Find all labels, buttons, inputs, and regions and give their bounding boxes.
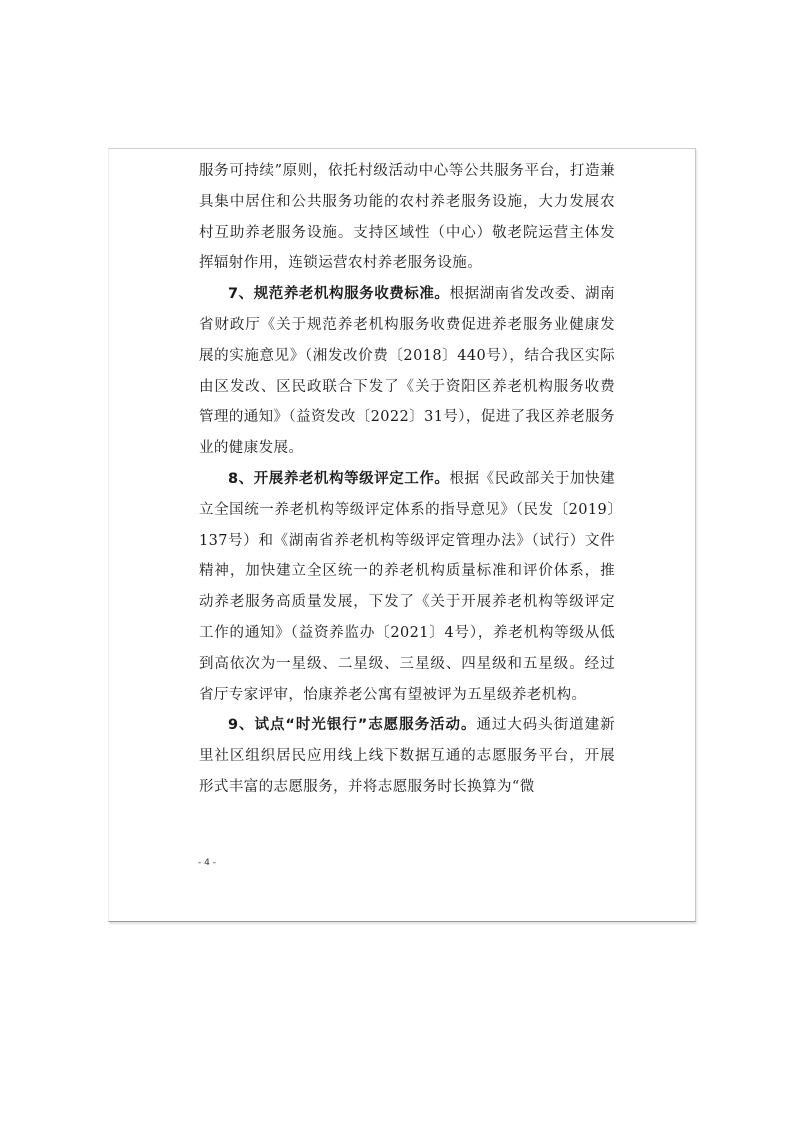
page-number: - 4 - [198,858,216,868]
paragraph-item-8 [199,464,615,710]
paragraph-continued [199,156,615,279]
paragraph-item-8-text: 根据《民政部关于加快建立全国统一养老机构等级评定体系的指导意见》（民发〔2019〕137号）和《湖南省养老机构等级评定管理办法》（试行）文件精神，加快建立全区统一的养老机构质量标准和评价体系，推动养老服务高质量发展，下发了《关于开展养老机构等级评定工作的通知》（益资养监办〔2021〕4号），养老机构等级从低到高依次为一星级、二星级、三星级、四星级和五星级。经过省厅专家评审，怡康养老公寓有望被评为五星级养老机构。 [199,470,615,703]
paragraph-item-7-text: 根据湖南省发改委、湖南省财政厅《关于规范养老机构服务收费促进养老服务业健康发展的实施意见》（湘发改价费〔2018〕440号），结合我区实际由区发改、区民政联合下发了《关于资阳区养老机构服务收费管理的通知》（益资发改〔2022〕31号），促进了我区养老服务业的健康发展。 [199,286,615,457]
paragraph-item-7 [199,279,615,464]
document-body [199,156,615,803]
heading-item-7: 7、规范养老机构服务收费标准。 [228,286,450,303]
paragraph-item-9 [199,710,615,802]
heading-item-9: 9、试点“时光银行”志愿服务活动。 [228,717,477,734]
heading-item-8: 8、开展养老机构等级评定工作。 [228,470,450,487]
paragraph-item-9-text: 通过大码头街道建新里社区组织居民应用线上线下数据互通的志愿服务平台，开展形式丰富的志愿服务，并将志愿服务时长换算为“微 [199,717,615,795]
paragraph-continued-text: 服务可持续”原则，依托村级活动中心等公共服务平台，打造兼具集中居住和公共服务功能的农村养老服务设施，大力发展农村互助养老服务设施。支持区域性（中心）敬老院运营主体发挥辐射作用，连锁运营农村养老服务设施。 [199,163,615,272]
